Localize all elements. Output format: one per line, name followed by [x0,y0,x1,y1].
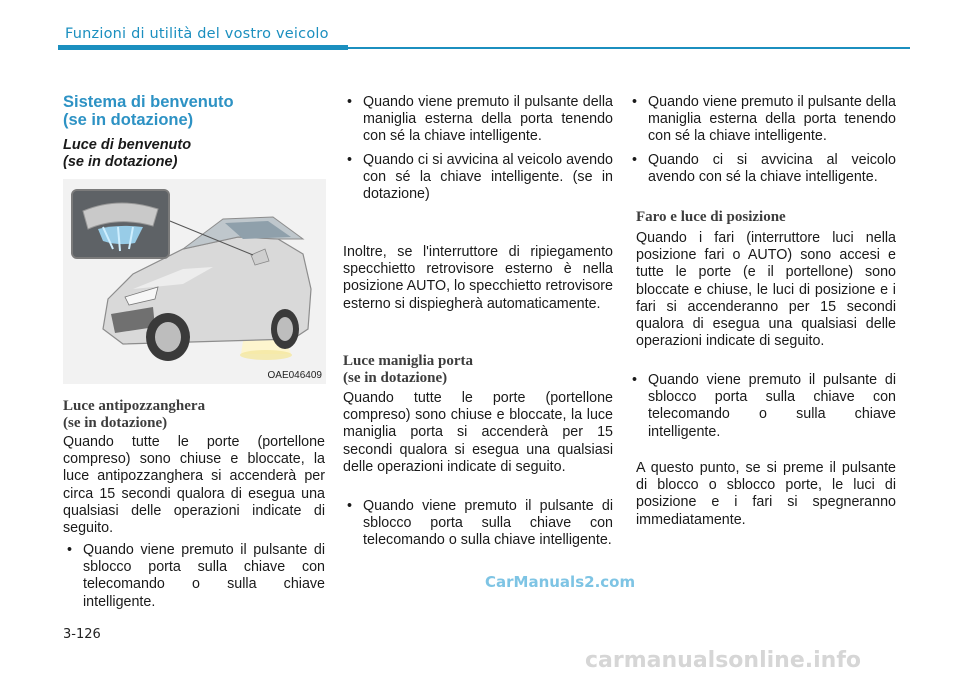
puddle-lamp-heading [63,398,323,432]
list-item: • Quando viene premuto il pulsante di sblocco porta sulla chiave con telecomando o sulla chiave intelligente. [343,498,613,550]
puddle-lamp-paragraph: Quando tutte le porte (portellone compreso) sono chiuse e bloccate, la luce antipozzanghera si accenderà per circa 15 secondi qualora di esegua una qualsiasi delle operazioni indicate di seguito. [63,434,325,537]
list-item: • Quando viene premuto il pulsante di sblocco porta sulla chiave con telecomando o sulla chiave intelligente. [628,372,896,441]
puddle-lamp-heading-line1: Luce antipozzanghera [63,398,206,414]
section-header-title: Funzioni di utilità del vostro veicolo [65,26,329,42]
section-title-line2: (se in dotazione) [63,111,194,129]
door-handle-light-heading [343,353,613,387]
header-rule [348,47,910,49]
mirror-closeup-inset [71,189,170,259]
headlamp-paragraph: Quando i fari (interruttore luci nella posizione fari o AUTO) sono accesi e tutte le porte (e il portellone) sono bloccate e chiuse, le luci di posizione e i fari si accenderanno per 15 secondi qualora di esegua una qualsiasi delle operazioni indicate di seguito. [636,230,896,350]
list-item: • Quando viene premuto il pulsante di sblocco porta sulla chiave con telecomando o sulla chiave intelligente. [63,542,325,611]
final-paragraph: A questo punto, se si preme il pulsante di blocco o sblocco porte, le luci di posizione e i fari si spegneranno immediatamente. [636,460,896,528]
mirror-paragraph: Inoltre, se l'interruttore di ripiegamento specchietto retrovisore esterno è nella posizione AUTO, lo specchietto retrovisore esterno si dispiegherà automaticamente. [343,244,613,312]
welcome-light-illustration [63,179,326,384]
puddle-lamp-heading-line2: (se in dotazione) [63,415,168,431]
mirror-closeup-icon [73,191,168,257]
list-item: • Quando ci si avvicina al veicolo avendo con sé la chiave intelligente. [628,152,896,186]
door-handle-paragraph: Quando tutte le porte (portellone compreso) sono chiuse e bloccate, la luce maniglia porta si accenderà per 15 secondi qualora si esegua una qualsiasi delle operazioni indicate di seguito. [343,390,613,475]
watermark-link[interactable]: CarManuals2.com [485,573,636,591]
door-handle-bullets [343,498,613,556]
list-item: • Quando ci si avvicina al veicolo avendo con sé la chiave intelligente. (se in dotazione) [343,152,613,204]
header-accent-bar [58,45,348,50]
subsection-title [63,137,323,171]
puddle-lamp-bullets [63,542,325,617]
welcome-bullets-continued [628,94,896,192]
subsection-title-line2: (se in dotazione) [63,154,178,170]
figure-code: OAE046409 [267,370,322,381]
page-number: 3-126 [63,627,101,642]
section-title-line1: Sistema di benvenuto [63,93,234,111]
welcome-bullets [343,94,613,209]
headlamp-bullets [628,372,896,447]
subsection-title-line1: Luce di benvenuto [63,137,192,153]
list-item: • Quando viene premuto il pulsante della maniglia esterna della porta tenendo con sé la chiave intelligente. [628,94,896,146]
list-item: • Quando viene premuto il pulsante della maniglia esterna della porta tenendo con sé la chiave intelligente. [343,94,613,146]
door-handle-heading-line1: Luce maniglia porta [343,353,473,369]
footer-watermark: carmanualsonline.info [585,648,861,673]
headlamp-heading: Faro e luce di posizione [636,209,786,225]
door-handle-heading-line2: (se in dotazione) [343,370,448,386]
section-title [63,93,323,129]
